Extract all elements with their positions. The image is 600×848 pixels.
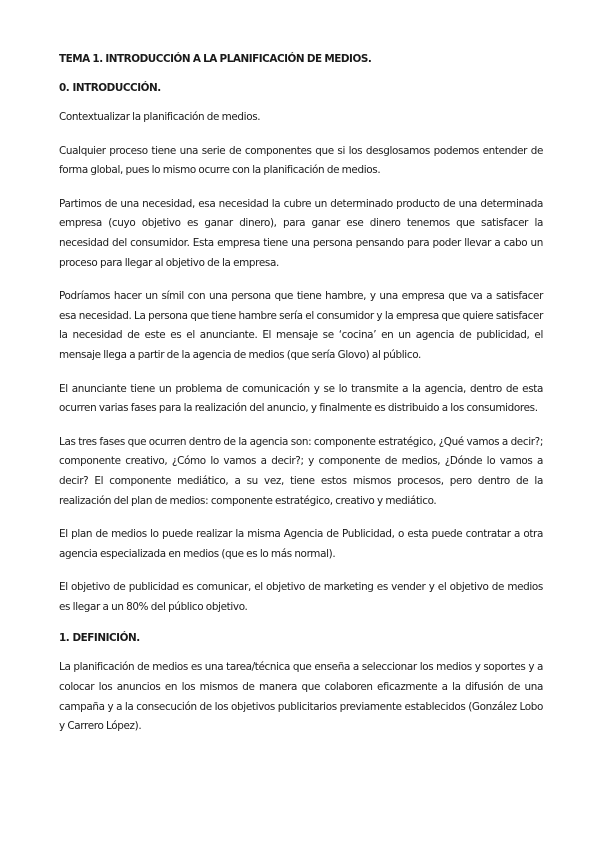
section-heading-introduccion: 0. INTRODUCCIÓN. bbox=[59, 82, 161, 94]
paragraph: La planificación de medios es una tarea/técnica que enseña a seleccionar los medios y soportes y a colocar los anuncios en los mismos de manera que colaboren eficazmente a la difusión de una campaña y a la consecución de los objetivos publicitarios previamente establecidos (González Lobo y Carrero López). bbox=[59, 661, 543, 733]
document-title: TEMA 1. INTRODUCCIÓN A LA PLANIFICACIÓN DE MEDIOS. bbox=[59, 53, 372, 65]
paragraph: Contextualizar la planificación de medios. bbox=[59, 111, 261, 123]
paragraph: Cualquier proceso tiene una serie de componentes que si los desglosamos podemos entender de forma global, pues lo mismo ocurre con la planificación de medios. bbox=[59, 144, 543, 177]
paragraph: Podríamos hacer un símil con una persona que tiene hambre, y una empresa que va a satisfacer esa necesidad. La persona que tiene hambre sería el consumidor y la empresa que quiere satisfacer la necesidad de este es el anunciante. El mensaje se ‘cocina’ en un agencia de publicidad, el mensaje llega a partir de la agencia de medios (que sería Glovo) al público. bbox=[59, 290, 543, 361]
paragraph: Las tres fases que ocurren dentro de la agencia son: componente estratégico, ¿Qué vamos a decir?; componente creativo, ¿Cómo lo vamos a decir?; y componente de medios, ¿Dónde lo vamos a decir? El componente mediático, a su vez, tiene estos mismos procesos, pero dentro de la realización del plan de medios: componente estratégico, creativo y mediático. bbox=[59, 435, 543, 507]
paragraph: El plan de medios lo puede realizar la misma Agencia de Publicidad, o esta puede contratar a otra agencia especializada en medios (que es lo más normal). bbox=[59, 528, 543, 560]
document-page bbox=[59, 52, 543, 737]
paragraph: Partimos de una necesidad, esa necesidad la cubre un determinado producto de una determinada empresa (cuyo objetivo es ganar dinero), para ganar ese dinero tenemos que satisfacer la necesidad del consumidor. Esta empresa tiene una persona pensando para poder llevar a cabo un proceso para llegar al objetivo de la empresa. bbox=[59, 197, 543, 269]
section-heading-definicion: 1. DEFINICIÓN. bbox=[59, 632, 140, 645]
paragraph: El anunciante tiene un problema de comunicación y se lo transmite a la agencia, dentro de esta ocurren varias fases para la realización del anuncio, y finalmente es distribuido a los consumidores. bbox=[59, 382, 543, 415]
paragraph: El objetivo de publicidad es comunicar, el objetivo de marketing es vender y el objetivo de medios es llegar a un 80% del público objetivo. bbox=[59, 581, 543, 613]
